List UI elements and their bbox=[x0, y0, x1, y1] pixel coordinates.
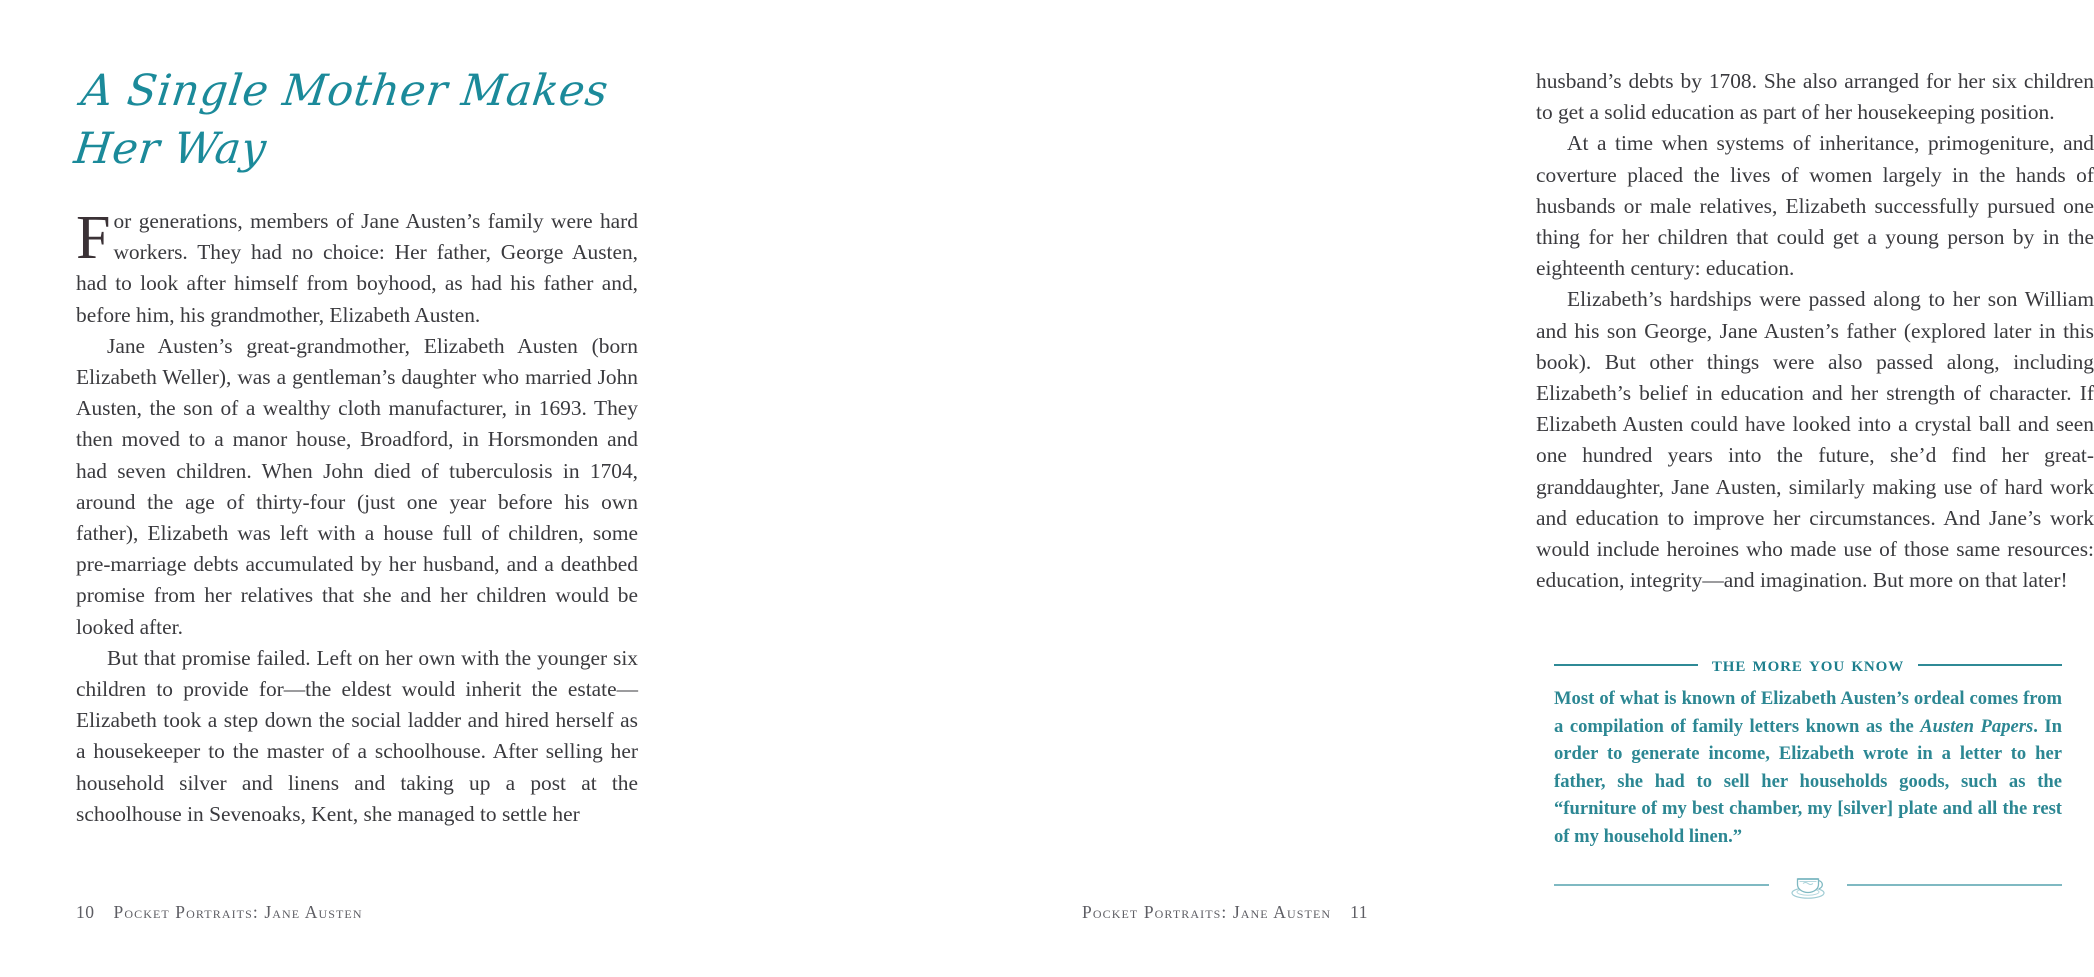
paragraph-text: or generations, members of Jane Austen’s family were hard workers. They had no choice: Her father, George Austen, had to look after himself from boyhood, as had his father and, before him, his grandmother, Elizabeth Austen. bbox=[76, 209, 638, 327]
divider-rule-right bbox=[1918, 664, 2062, 666]
left-page-footer bbox=[76, 902, 363, 923]
chapter-title-line-2: Her Way bbox=[71, 124, 270, 174]
sidebar-footer-ornament-row bbox=[1554, 870, 2062, 900]
sidebar-body-text bbox=[1554, 685, 2062, 850]
chapter-title bbox=[71, 62, 665, 178]
right-page-footer bbox=[1082, 902, 1368, 923]
sidebar-body-part-2: . In order to generate income, Elizabeth wrote in a letter to her father, she had to sell her households goods, such as the “furniture of my best chamber, my [silver] plate and all the rest of my household linen.” bbox=[1554, 715, 2062, 847]
sidebar-book-title: Austen Papers bbox=[1920, 715, 2034, 737]
teacup-icon bbox=[1787, 870, 1829, 900]
paragraph bbox=[76, 643, 638, 830]
paragraph bbox=[1536, 284, 2094, 596]
paragraph bbox=[1536, 128, 2094, 284]
paragraph-text: Elizabeth’s hardships were passed along to her son William and his son George, Jane Austen’s father (explored later in this book). But other things were also passed along, including Elizabeth’s belief in education and her strength of character. If Elizabeth Austen could have looked into a crystal ball and seen one hundred years into the future, she’d find her great-granddaughter, Jane Austen, similarly making use of hard work and education to improve her circumstances. And Jane’s work would include heroines who made use of those same resources: education, integrity—and imagination. But more on that later! bbox=[1536, 287, 2094, 593]
paragraph-text: At a time when systems of inheritance, primogeniture, and coverture placed the lives of women largely in the hands of husbands or male relatives, Elizabeth successfully pursued one thing for her children that could get a young person by in the eighteenth century: education. bbox=[1536, 131, 2094, 281]
right-page bbox=[722, 0, 2094, 977]
left-page bbox=[0, 0, 722, 977]
the-more-you-know-box bbox=[1554, 652, 2062, 900]
divider-rule-left bbox=[1554, 884, 1769, 886]
page-number: 10 bbox=[76, 902, 95, 922]
left-column-text bbox=[76, 206, 638, 830]
divider-rule-right bbox=[1847, 884, 2062, 886]
sidebar-body-part-1: Most of what is known of Elizabeth Austen’s ordeal comes from a compilation of family letters known as the bbox=[1554, 688, 2062, 737]
sidebar-heading: the more you know bbox=[1711, 652, 1905, 676]
paragraph-text: husband’s debts by 1708. She also arranged for her six children to get a solid education as part of her housekeeping position. bbox=[1536, 69, 2094, 125]
paragraph-text: But that promise failed. Left on her own with the younger six children to provide for—the eldest would inherit the estate—Elizabeth took a step down the social ladder and hired herself as a housekeeper to the master of a schoolhouse. After selling her household silver and linens and taking up a post at the schoolhouse in Sevenoaks, Kent, she managed to settle her bbox=[76, 645, 638, 826]
drop-cap: F bbox=[76, 204, 111, 272]
chapter-title-line-1: A Single Mother Makes bbox=[78, 66, 612, 116]
paragraph bbox=[76, 206, 638, 331]
running-head: Pocket Portraits: Jane Austen bbox=[113, 902, 363, 922]
sidebar-heading-row bbox=[1554, 652, 2062, 677]
running-head: Pocket Portraits: Jane Austen bbox=[1082, 902, 1332, 922]
divider-rule-left bbox=[1554, 664, 1698, 666]
page-number: 11 bbox=[1350, 902, 1368, 922]
paragraph bbox=[1536, 66, 2094, 128]
paragraph-text: Jane Austen’s great-grandmother, Elizabeth Austen (born Elizabeth Weller), was a gentleman’s daughter who married John Austen, the son of a wealthy cloth manufacturer, in 1693. They then moved to a manor house, Broadford, in Horsmonden and had seven children. When John died of tuberculosis in 1704, around the age of thirty-four (just one year before his own father), Elizabeth was left with a house full of children, some pre-marriage debts accumulated by her husband, and a deathbed promise from her relatives that she and her children would be looked after. bbox=[76, 333, 638, 639]
paragraph bbox=[76, 331, 638, 643]
right-column-text bbox=[1536, 66, 2094, 596]
